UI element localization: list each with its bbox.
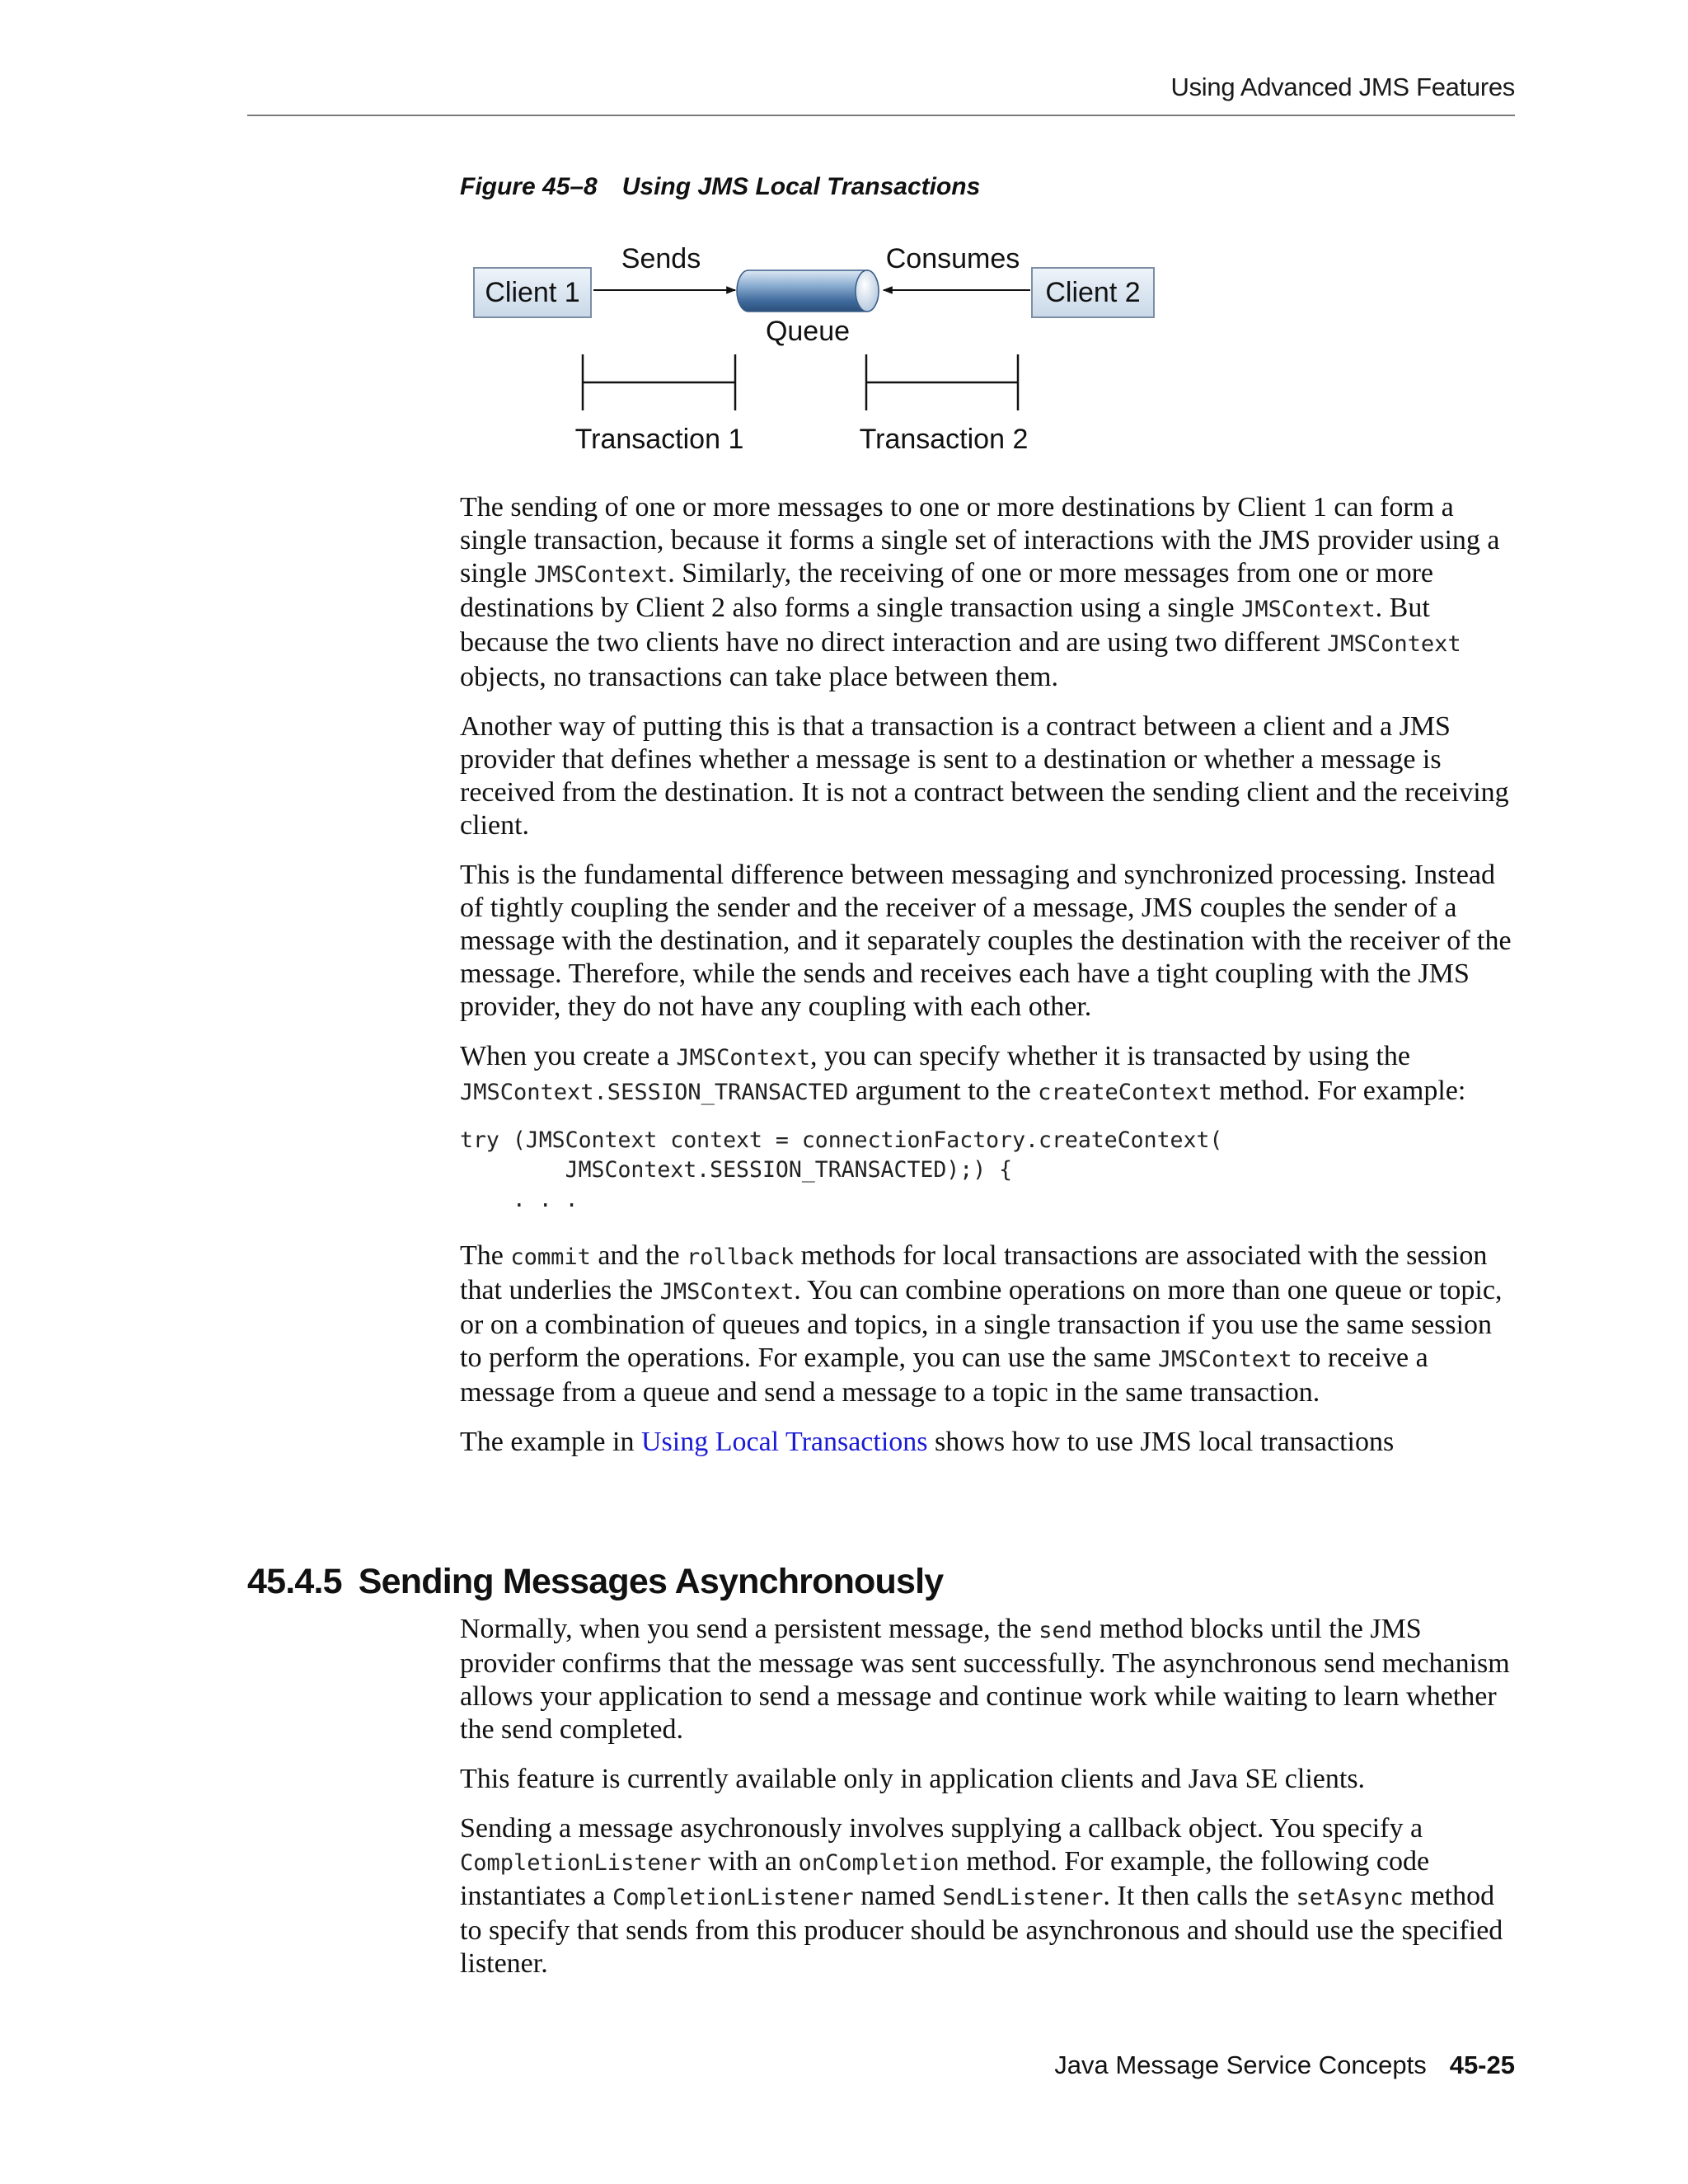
inline-code: JMSContext: [676, 1045, 810, 1071]
section-paragraph-1: [460, 1613, 1517, 1746]
text-run: Normally, when you send a persistent message, the: [460, 1614, 1039, 1644]
transaction1-bracket: [583, 354, 735, 410]
transaction1-label: Transaction 1: [574, 424, 744, 455]
running-footer: [247, 2050, 1515, 2080]
inline-code: createContext: [1038, 1080, 1212, 1105]
inline-code: JMSContext: [1327, 631, 1461, 657]
inline-code: JMSContext: [533, 562, 668, 588]
section-body-text: [460, 1613, 1517, 1997]
text-run: method blocks until the JMS provider confirms that the message was sent successfully. The asynchronous send mechanism allows your application to send a message and continue work while waiting to learn whether the send completed.: [460, 1614, 1510, 1745]
inline-code: setAsync: [1296, 1885, 1404, 1910]
using-local-transactions-link[interactable]: Using Local Transactions: [640, 1427, 928, 1457]
section-paragraph-2: This feature is currently available only in application clients and Java SE clients.: [460, 1764, 1366, 1794]
inline-code: CompletionListener: [612, 1885, 854, 1910]
paragraph-4: [460, 1040, 1517, 1109]
inline-code: send: [1039, 1618, 1093, 1643]
paragraph-3: This is the fundamental difference between messaging and synchronized processing. Instead of tightly coupling the sender and the receiver of a message, JMS couples the sender of a message with the destination, and it separately couples the destination with the receiver of the message. Therefore, while the sends and receives each have a tight coupling with the JMS provider, they do not have any coupling with each other.: [460, 860, 1512, 1022]
text-run: method. For example:: [1212, 1076, 1466, 1106]
paragraph-5: [460, 1240, 1517, 1409]
queue-label: Queue: [765, 316, 851, 347]
text-run: with an: [701, 1846, 799, 1877]
running-header: Using Advanced JMS Features: [1170, 73, 1515, 101]
text-run: and the: [590, 1240, 687, 1271]
inline-code: rollback: [687, 1244, 795, 1270]
text-run: , you can specify whether it is transacted by using the: [809, 1041, 1410, 1071]
figure-number: Figure 45–8: [460, 173, 598, 200]
section-number: 45.4.5: [247, 1562, 342, 1601]
inline-code: JMSContext: [659, 1279, 795, 1305]
text-run: shows how to use JMS local transactions: [927, 1427, 1395, 1457]
page-number: 45-25: [1449, 2050, 1515, 2079]
text-run: objects, no transactions can take place between them.: [460, 662, 1058, 692]
transaction2-bracket: [866, 354, 1018, 410]
sends-label: Sends: [621, 243, 701, 274]
text-run: . It then calls the: [1103, 1881, 1296, 1911]
consumes-label: Consumes: [885, 243, 1020, 274]
inline-code: JMSContext: [1241, 597, 1376, 622]
section-heading: [247, 1562, 943, 1602]
transaction2-label: Transaction 2: [859, 424, 1029, 455]
queue-cylinder-icon: [737, 270, 879, 312]
text-run: argument to the: [848, 1076, 1039, 1106]
text-run: . But because the two clients have no direct interaction and are using two different: [460, 593, 1430, 658]
text-run: The example in: [460, 1427, 641, 1457]
inline-code: JMSContext.SESSION_TRANSACTED: [460, 1080, 849, 1105]
code-example: try (JMSContext context = connectionFactory.createContext( JMSContext.SESSION_TRANSACTED);) { . . .: [460, 1127, 1223, 1212]
client1-label: Client 1: [485, 277, 580, 308]
inline-code: SendListener: [942, 1885, 1104, 1910]
text-run: method. For example, the following code instantiates a: [460, 1846, 1430, 1911]
paragraph-6: [460, 1426, 1517, 1459]
section-title: Sending Messages Asynchronously: [358, 1562, 944, 1601]
inline-code: commit: [510, 1244, 591, 1270]
text-run: When you create a: [460, 1041, 677, 1071]
text-run: methods for local transactions are associated with the session that underlies the: [460, 1240, 1488, 1305]
text-run: to receive a message from a queue and send a message to a topic in the same transaction.: [460, 1343, 1428, 1408]
text-run: method to specify that sends from this producer should be asynchronous and should use the specified listener.: [460, 1881, 1503, 1979]
figure-caption: [460, 173, 980, 201]
text-run: Sending a message asychronously involves supplying a callback object. You specify a: [460, 1813, 1423, 1844]
text-run: . Similarly, the receiving of one or more messages from one or more destinations by Client 2 also forms a single transaction using a single: [460, 558, 1434, 623]
header-divider: [247, 115, 1515, 116]
footer-title: Java Message Service Concepts: [1054, 2050, 1427, 2079]
text-run: The: [460, 1240, 511, 1271]
body-text: [460, 491, 1517, 1475]
text-run: The sending of one or more messages to one or more destinations by Client 1 can form a single transaction, because it forms a single set of interactions with the JMS provider using a single: [460, 492, 1500, 588]
inline-code: onCompletion: [798, 1850, 959, 1876]
paragraph-1: [460, 491, 1517, 694]
paragraph-2: Another way of putting this is that a transaction is a contract between a client and a JMS provider that defines whether a message is sent to a destination or whether a message is received from the destination. It is not a contract between the sending client and the receiving client.: [460, 711, 1509, 841]
jms-local-transactions-diagram: [462, 231, 1170, 462]
client2-label: Client 2: [1045, 277, 1141, 308]
inline-code: JMSContext: [1157, 1347, 1292, 1372]
inline-code: CompletionListener: [460, 1850, 701, 1876]
section-paragraph-3: [460, 1812, 1517, 1980]
figure-title: Using JMS Local Transactions: [621, 173, 981, 200]
text-run: named: [853, 1881, 943, 1911]
text-run: . You can combine operations on more than one queue or topic, or on a combination of queues and topics, in a single transaction if you use the same session to perform the operations. For example, you can use the same: [460, 1275, 1503, 1373]
